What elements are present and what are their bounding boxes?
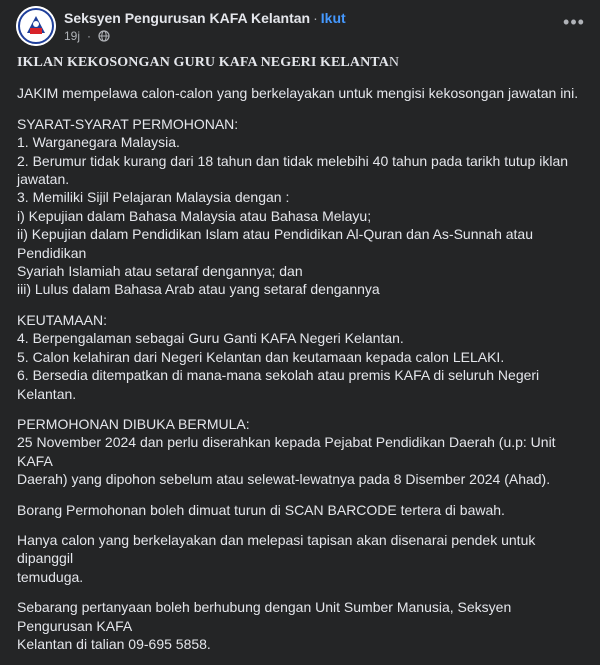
post-meta (64, 29, 110, 43)
post-body (17, 54, 587, 665)
post-title-main: IKLAN KEKOSONGAN GURU KAFA NEGERI KELANTA (17, 55, 389, 70)
shortlist-line: Hanya calon yang berkelayakan dan melepasi tapisan akan disenarai pendek untuk dipanggil (17, 531, 536, 567)
priority-section (17, 311, 587, 403)
post-header (16, 6, 586, 48)
shortlist-line: temuduga. (17, 568, 84, 585)
priority-line: 4. Berpengalaman sebagai Guru Ganti KAFA Negeri Kelantan. (17, 330, 404, 347)
globe-icon[interactable] (98, 30, 110, 42)
more-options-icon[interactable]: ••• (563, 11, 585, 32)
requirements-line: iii) Lulus dalam Bahasa Arab atau yang setaraf dengannya (17, 281, 380, 298)
meta-separator-dot: · (87, 29, 92, 43)
priority-line: 6. Bersedia ditempatkan di mana-mana sekolah atau premis KAFA di seluruh Negeri Kelantan. (17, 367, 540, 402)
kafa-logo-icon (16, 6, 56, 46)
opening-line: Daerah) yang dipohon sebelum atau selewat-lewatnya pada 8 Disember 2024 (Ahad). (17, 471, 551, 488)
opening-line: 25 November 2024 dan perlu diserahkan kepada Pejabat Pendidikan Daerah (u.p: Unit KAFA (17, 434, 556, 469)
requirements-section (17, 115, 587, 299)
post-timestamp[interactable]: 19j (64, 29, 81, 43)
separator-dot: · (313, 10, 318, 26)
requirements-line: ii) Kepujian dalam Pendidikan Islam atau Pendidikan Al-Quran dan As-Sunnah atau Pendidikan (17, 226, 533, 261)
opening-heading: PERMOHONAN DIBUKA BERMULA: (17, 415, 250, 432)
contact-line: Kelantan di talian 09-695 5858. (17, 635, 211, 652)
form-note: Borang Permohonan boleh dimuat turun di SCAN BARCODE tertera di bawah. (17, 501, 505, 518)
requirements-line: i) Kepujian dalam Bahasa Malaysia atau Bahasa Melayu; (17, 207, 372, 224)
requirements-line: 2. Berumur tidak kurang dari 18 tahun dan tidak melebihi 40 tahun pada tarikh tutup iklan jawatan. (17, 152, 569, 188)
requirements-heading: SYARAT-SYARAT PERMOHONAN: (17, 115, 239, 132)
contact-note (17, 598, 587, 653)
follow-button[interactable]: Ikut (320, 10, 346, 26)
requirements-line: 3. Memiliki Sijil Pelajaran Malaysia dengan : (17, 189, 290, 206)
opening-section (17, 415, 587, 489)
shortlist-note (17, 531, 587, 586)
post-intro: JAKIM mempelawa calon-calon yang berkelayakan untuk mengisi kekosongan jawatan ini. (17, 85, 579, 102)
page-name-link[interactable]: Seksyen Pengurusan KAFA Kelantan (64, 10, 311, 26)
post-title (17, 54, 587, 72)
post-title-last-letter: N (388, 55, 400, 70)
requirements-line: 1. Warganegara Malaysia. (17, 134, 180, 151)
priority-heading: KEUTAMAAN: (17, 311, 107, 328)
priority-line: 5. Calon kelahiran dari Negeri Kelantan dan keutamaan kepada calon LELAKI. (17, 348, 505, 365)
requirements-line: Syariah Islamiah atau setaraf dengannya; dan (17, 263, 303, 280)
page-name-line (64, 10, 346, 26)
page-avatar[interactable] (16, 6, 56, 46)
contact-line: Sebarang pertanyaan boleh berhubung dengan Unit Sumber Manusia, Seksyen Pengurusan KAFA (17, 599, 512, 634)
